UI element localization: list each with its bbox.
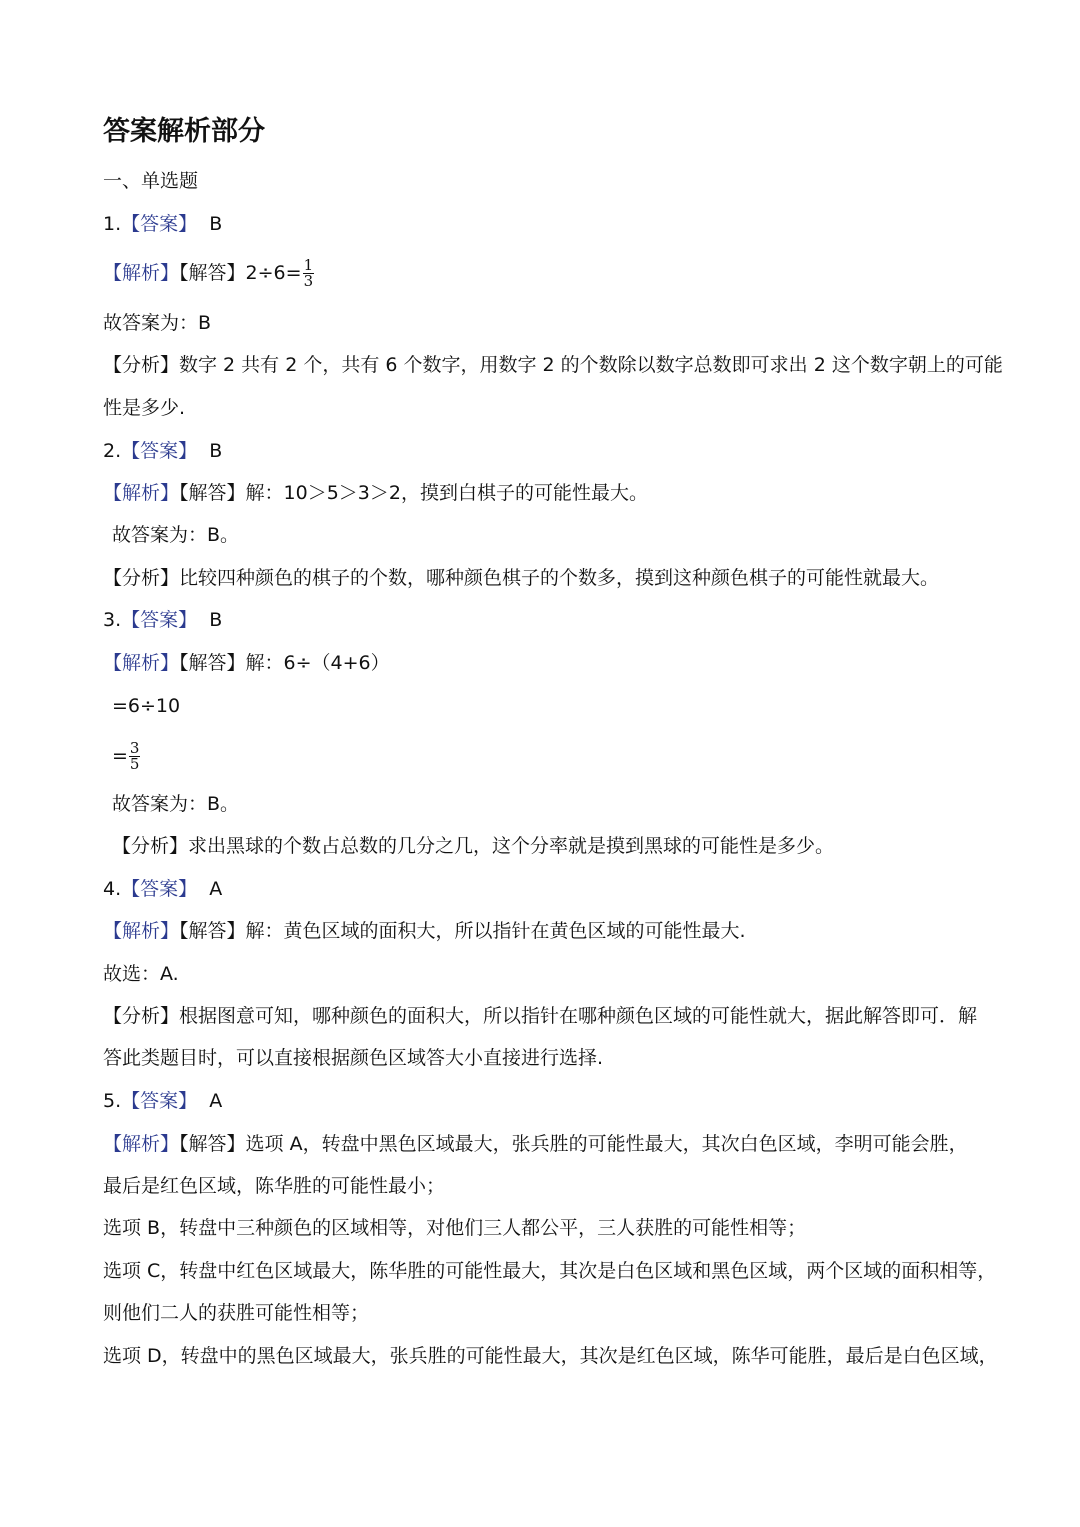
- jiexi-tag: 【解析】: [103, 920, 180, 942]
- fraction-denominator: 5: [129, 755, 140, 773]
- fenxi-line: [103, 353, 1003, 377]
- fraction-numerator: 1: [303, 256, 314, 274]
- jiexi-tag: 【解析】: [103, 652, 180, 674]
- jieda-tag: 【解答】: [179, 1133, 246, 1155]
- explanation-line: 最后是红色区域，陈华胜的可能性最小；: [103, 1175, 446, 1197]
- explanation-line: 选项 B，转盘中三种颜色的区域相等，对他们三人都公平，三人获胜的可能性相等；: [103, 1217, 807, 1239]
- answer-line: [103, 1089, 980, 1113]
- fenxi-tag: 【分析】: [103, 1005, 180, 1027]
- fenxi-tag: 【分析】: [103, 354, 180, 376]
- answer-tag: 【答案】: [121, 440, 198, 462]
- jiexi-tag: 【解析】: [103, 262, 180, 284]
- jieda-text: 解：10＞5＞3＞2，摸到白棋子的可能性最大。: [245, 482, 648, 504]
- answer-value: A: [209, 1090, 223, 1112]
- fenxi-tag: 【分析】: [112, 835, 189, 857]
- jiexi-tag: 【解析】: [103, 1133, 180, 1155]
- calc-step: [112, 741, 980, 772]
- jiexi-tag: 【解析】: [103, 482, 180, 504]
- answer-tag: 【答案】: [121, 609, 198, 631]
- page-title: 答案解析部分: [103, 116, 265, 147]
- fenxi-line: [103, 566, 980, 590]
- jieda-tag: 【解答】: [179, 482, 246, 504]
- explanation-line: 则他们二人的获胜可能性相等；: [103, 1302, 370, 1324]
- jieda-tag: 【解答】: [179, 652, 246, 674]
- jieda-text: 2÷6=: [245, 262, 302, 284]
- answer-value: B: [209, 440, 223, 462]
- answer-line: [103, 439, 980, 463]
- fenxi-line: [103, 1004, 980, 1028]
- equals-sign: =: [112, 745, 128, 767]
- fenxi-line: [112, 834, 980, 858]
- question-number: 2.: [103, 440, 122, 462]
- jieda-tag: 【解答】: [179, 262, 246, 284]
- explanation-line: 选项 D，转盘中的黑色区域最大，张兵胜的可能性最大，其次是红色区域，陈华可能胜，最后是白色区域，: [103, 1345, 998, 1367]
- answer-line: [103, 608, 980, 632]
- fenxi-text: 比较四种颜色的棋子的个数，哪种颜色棋子的个数多，摸到这种颜色棋子的可能性就最大。: [179, 567, 940, 589]
- question-number: 4.: [103, 878, 122, 900]
- question-number: 5.: [103, 1090, 122, 1112]
- answer-line: [103, 877, 980, 901]
- answer-value: A: [209, 878, 223, 900]
- fraction-denominator: 3: [303, 272, 314, 290]
- conclusion-line: 故选：A.: [103, 963, 179, 985]
- fenxi-text: 数字 2 共有 2 个，共有 6 个数字，用数字 2 的个数除以数字总数即可求出 2 这个数字朝上的可能: [179, 354, 1003, 376]
- conclusion-line: 故答案为：B。: [112, 524, 240, 546]
- answer-value: B: [209, 609, 223, 631]
- jieda-text: 选项 A，转盘中黑色区域最大，张兵胜的可能性最大，其次白色区域，李明可能会胜，: [245, 1133, 968, 1155]
- section-heading: 一、单选题: [103, 170, 199, 192]
- conclusion-line: 故答案为：B。: [112, 793, 240, 815]
- explanation-line: 选项 C，转盘中红色区域最大，陈华胜的可能性最大，其次是白色区域和黑色区域，两个区域的面积相等，: [103, 1260, 997, 1282]
- jiexi-line: [103, 1132, 980, 1156]
- question-number: 1.: [103, 213, 122, 235]
- jiexi-line: [103, 651, 980, 675]
- fenxi-text: 求出黑球的个数占总数的几分之几，这个分率就是摸到黑球的可能性是多少。: [188, 835, 835, 857]
- jiexi-line: [103, 481, 980, 505]
- answer-tag: 【答案】: [121, 213, 198, 235]
- jiexi-line: [103, 258, 980, 289]
- answer-tag: 【答案】: [121, 878, 198, 900]
- answer-value: B: [209, 213, 223, 235]
- fenxi-text: 根据图意可知，哪种颜色的面积大，所以指针在哪种颜色区域的可能性就大，据此解答即可．解: [179, 1005, 978, 1027]
- answer-tag: 【答案】: [121, 1090, 198, 1112]
- answer-line: [103, 212, 980, 236]
- jieda-text: 解：6÷（4+6）: [245, 652, 390, 674]
- fenxi-continuation: 答此类题目时，可以直接根据颜色区域答大小直接进行选择.: [103, 1047, 604, 1069]
- fraction: [129, 741, 141, 772]
- fenxi-tag: 【分析】: [103, 567, 180, 589]
- fenxi-continuation: 性是多少.: [103, 397, 186, 419]
- fraction: [303, 258, 315, 289]
- jiexi-line: [103, 919, 980, 943]
- jieda-tag: 【解答】: [179, 920, 246, 942]
- conclusion-line: 故答案为：B: [103, 312, 212, 334]
- jieda-text: 解：黄色区域的面积大，所以指针在黄色区域的可能性最大.: [245, 920, 746, 942]
- fraction-numerator: 3: [129, 739, 140, 757]
- question-number: 3.: [103, 609, 122, 631]
- calc-step: =6÷10: [112, 695, 181, 717]
